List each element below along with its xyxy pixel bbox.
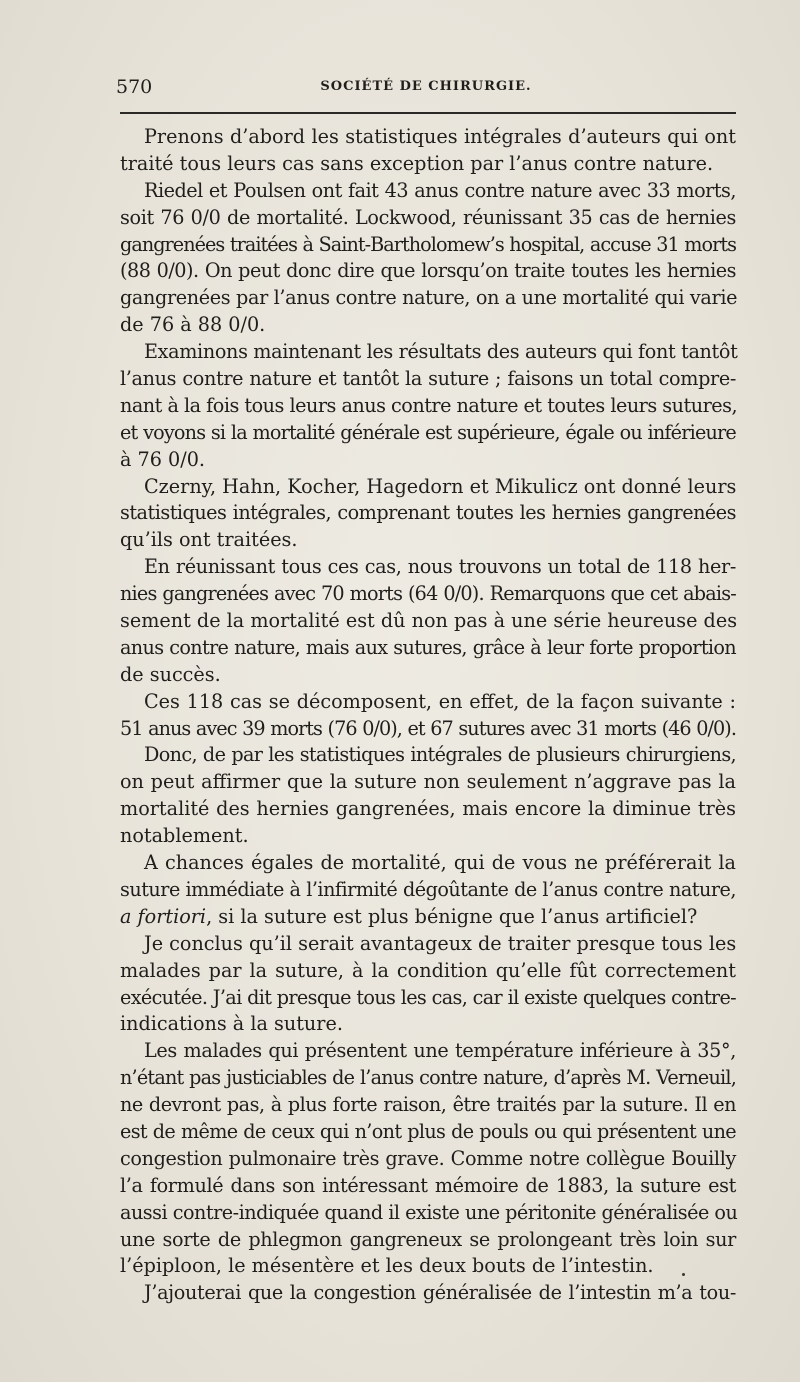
text-line: statistiques intégrales, comprenant toutes les hernies gangrenées <box>120 501 736 525</box>
text-line: de succès. <box>120 662 221 686</box>
text-line: l’a formulé dans son intéressant mémoire de 1883, la suture est <box>120 1173 736 1197</box>
text-line: ne devront pas, à plus forte raison, être traités par la suture. Il en <box>120 1093 736 1117</box>
text-line: Prenons d’abord les statistiques intégrales d’auteurs qui ont <box>144 125 736 148</box>
italic-phrase: a fortiori <box>120 904 207 928</box>
text-line: sement de la mortalité est dû non pas à une série heureuse des <box>120 609 738 633</box>
running-title: SOCIÉTÉ DE CHIRURGIE. <box>320 79 532 94</box>
text-line: à 76 0/0. <box>120 447 206 471</box>
text-line: l’anus contre nature et tantôt la suture ; faisons un total compre- <box>120 367 736 391</box>
text-line: traité tous leurs cas sans exception par l’anus contre nature. <box>120 151 714 175</box>
text-line: et voyons si la mortalité générale est supérieure, égale ou inférieure <box>120 420 736 444</box>
text-line: Ces 118 cas se décomposent, en effet, de la façon suivante : <box>144 689 736 713</box>
text-line: de 76 à 88 0/0. <box>120 313 266 337</box>
text-line: soit 76 0/0 de mortalité. Lockwood, réunissant 35 cas de hernies <box>120 205 736 229</box>
text-fragment: , si la suture est plus bénigne que l’anus artificiel? <box>206 904 698 928</box>
text-line: Examinons maintenant les résultats des auteurs qui font tantôt <box>144 340 738 364</box>
text-line: exécutée. J’ai dit presque tous les cas, car il existe quelques contre- <box>120 985 736 1009</box>
text-line: Je conclus qu’il serait avantageux de traiter presque tous les <box>144 931 737 955</box>
text-line: est de même de ceux qui n’ont plus de pouls ou qui présentent une <box>120 1119 736 1143</box>
text-line: gangrenées traitées à Saint-Bartholomew’s hospital, accuse 31 morts <box>120 232 736 256</box>
text-line: Riedel et Poulsen ont fait 43 anus contre nature avec 33 morts, <box>144 178 736 202</box>
text-line: une sorte de phlegmon gangreneux se prolongeant très loin sur <box>120 1227 736 1251</box>
text-line: indications à la suture. <box>120 1012 343 1036</box>
page-header <box>116 76 736 100</box>
text-line: mortalité des hernies gangrenées, mais encore la diminue très <box>120 797 736 821</box>
text-line: congestion pulmonaire très grave. Comme notre collègue Bouilly <box>120 1146 736 1170</box>
text-line: A chances égales de mortalité, qui de vous ne préférerait la <box>144 851 736 875</box>
text-line: suture immédiate à l’infirmité dégoûtante de l’anus contre nature, <box>120 877 736 901</box>
text-line: Czerny, Hahn, Kocher, Hagedorn et Mikulicz ont donné leurs <box>144 474 737 498</box>
text-line: (88 0/0). On peut donc dire que lorsqu’on traite toutes les hernies <box>120 259 736 283</box>
page-number: 570 <box>116 76 153 98</box>
text-line: nant à la fois tous leurs anus contre nature et toutes leurs sutures, <box>120 393 738 417</box>
text-line: 51 anus avec 39 morts (76 0/0), et 67 sutures avec 31 morts (46 0/0). <box>120 716 736 740</box>
text-line: n’étant pas justiciables de l’anus contre nature, d’après M. Verneuil, <box>120 1066 736 1090</box>
body-text <box>120 124 736 1307</box>
ink-speck <box>682 1273 685 1276</box>
text-line: Donc, de par les statistiques intégrales de plusieurs chirurgiens, <box>144 743 736 767</box>
text-line: Les malades qui présentent une température inférieure à 35°, <box>144 1039 736 1063</box>
text-line <box>120 904 736 931</box>
text-line: aussi contre-indiquée quand il existe une péritonite généralisée ou <box>120 1200 738 1224</box>
text-line: qu’ils ont traitées. <box>120 528 298 552</box>
text-line: l’épiploon, le mésentère et les deux bouts de l’intestin. <box>120 1254 654 1278</box>
text-line: on peut affirmer que la suture non seulement n’aggrave pas la <box>120 770 736 794</box>
text-line: anus contre nature, mais aux sutures, grâce à leur forte proportion <box>120 635 736 659</box>
text-line: J’ajouterai que la congestion généralisée de l’intestin m’a tou- <box>144 1281 736 1305</box>
header-rule <box>120 112 736 114</box>
text-line: En réunissant tous ces cas, nous trouvons un total de 118 her- <box>144 555 736 579</box>
text-line: gangrenées par l’anus contre nature, on a une mortalité qui varie <box>120 286 738 310</box>
text-line: malades par la suture, à la condition qu’elle fût correctement <box>120 958 736 982</box>
text-line: nies gangrenées avec 70 morts (64 0/0). Remarquons que cet abais- <box>120 582 736 606</box>
text-line: notablement. <box>120 824 249 848</box>
